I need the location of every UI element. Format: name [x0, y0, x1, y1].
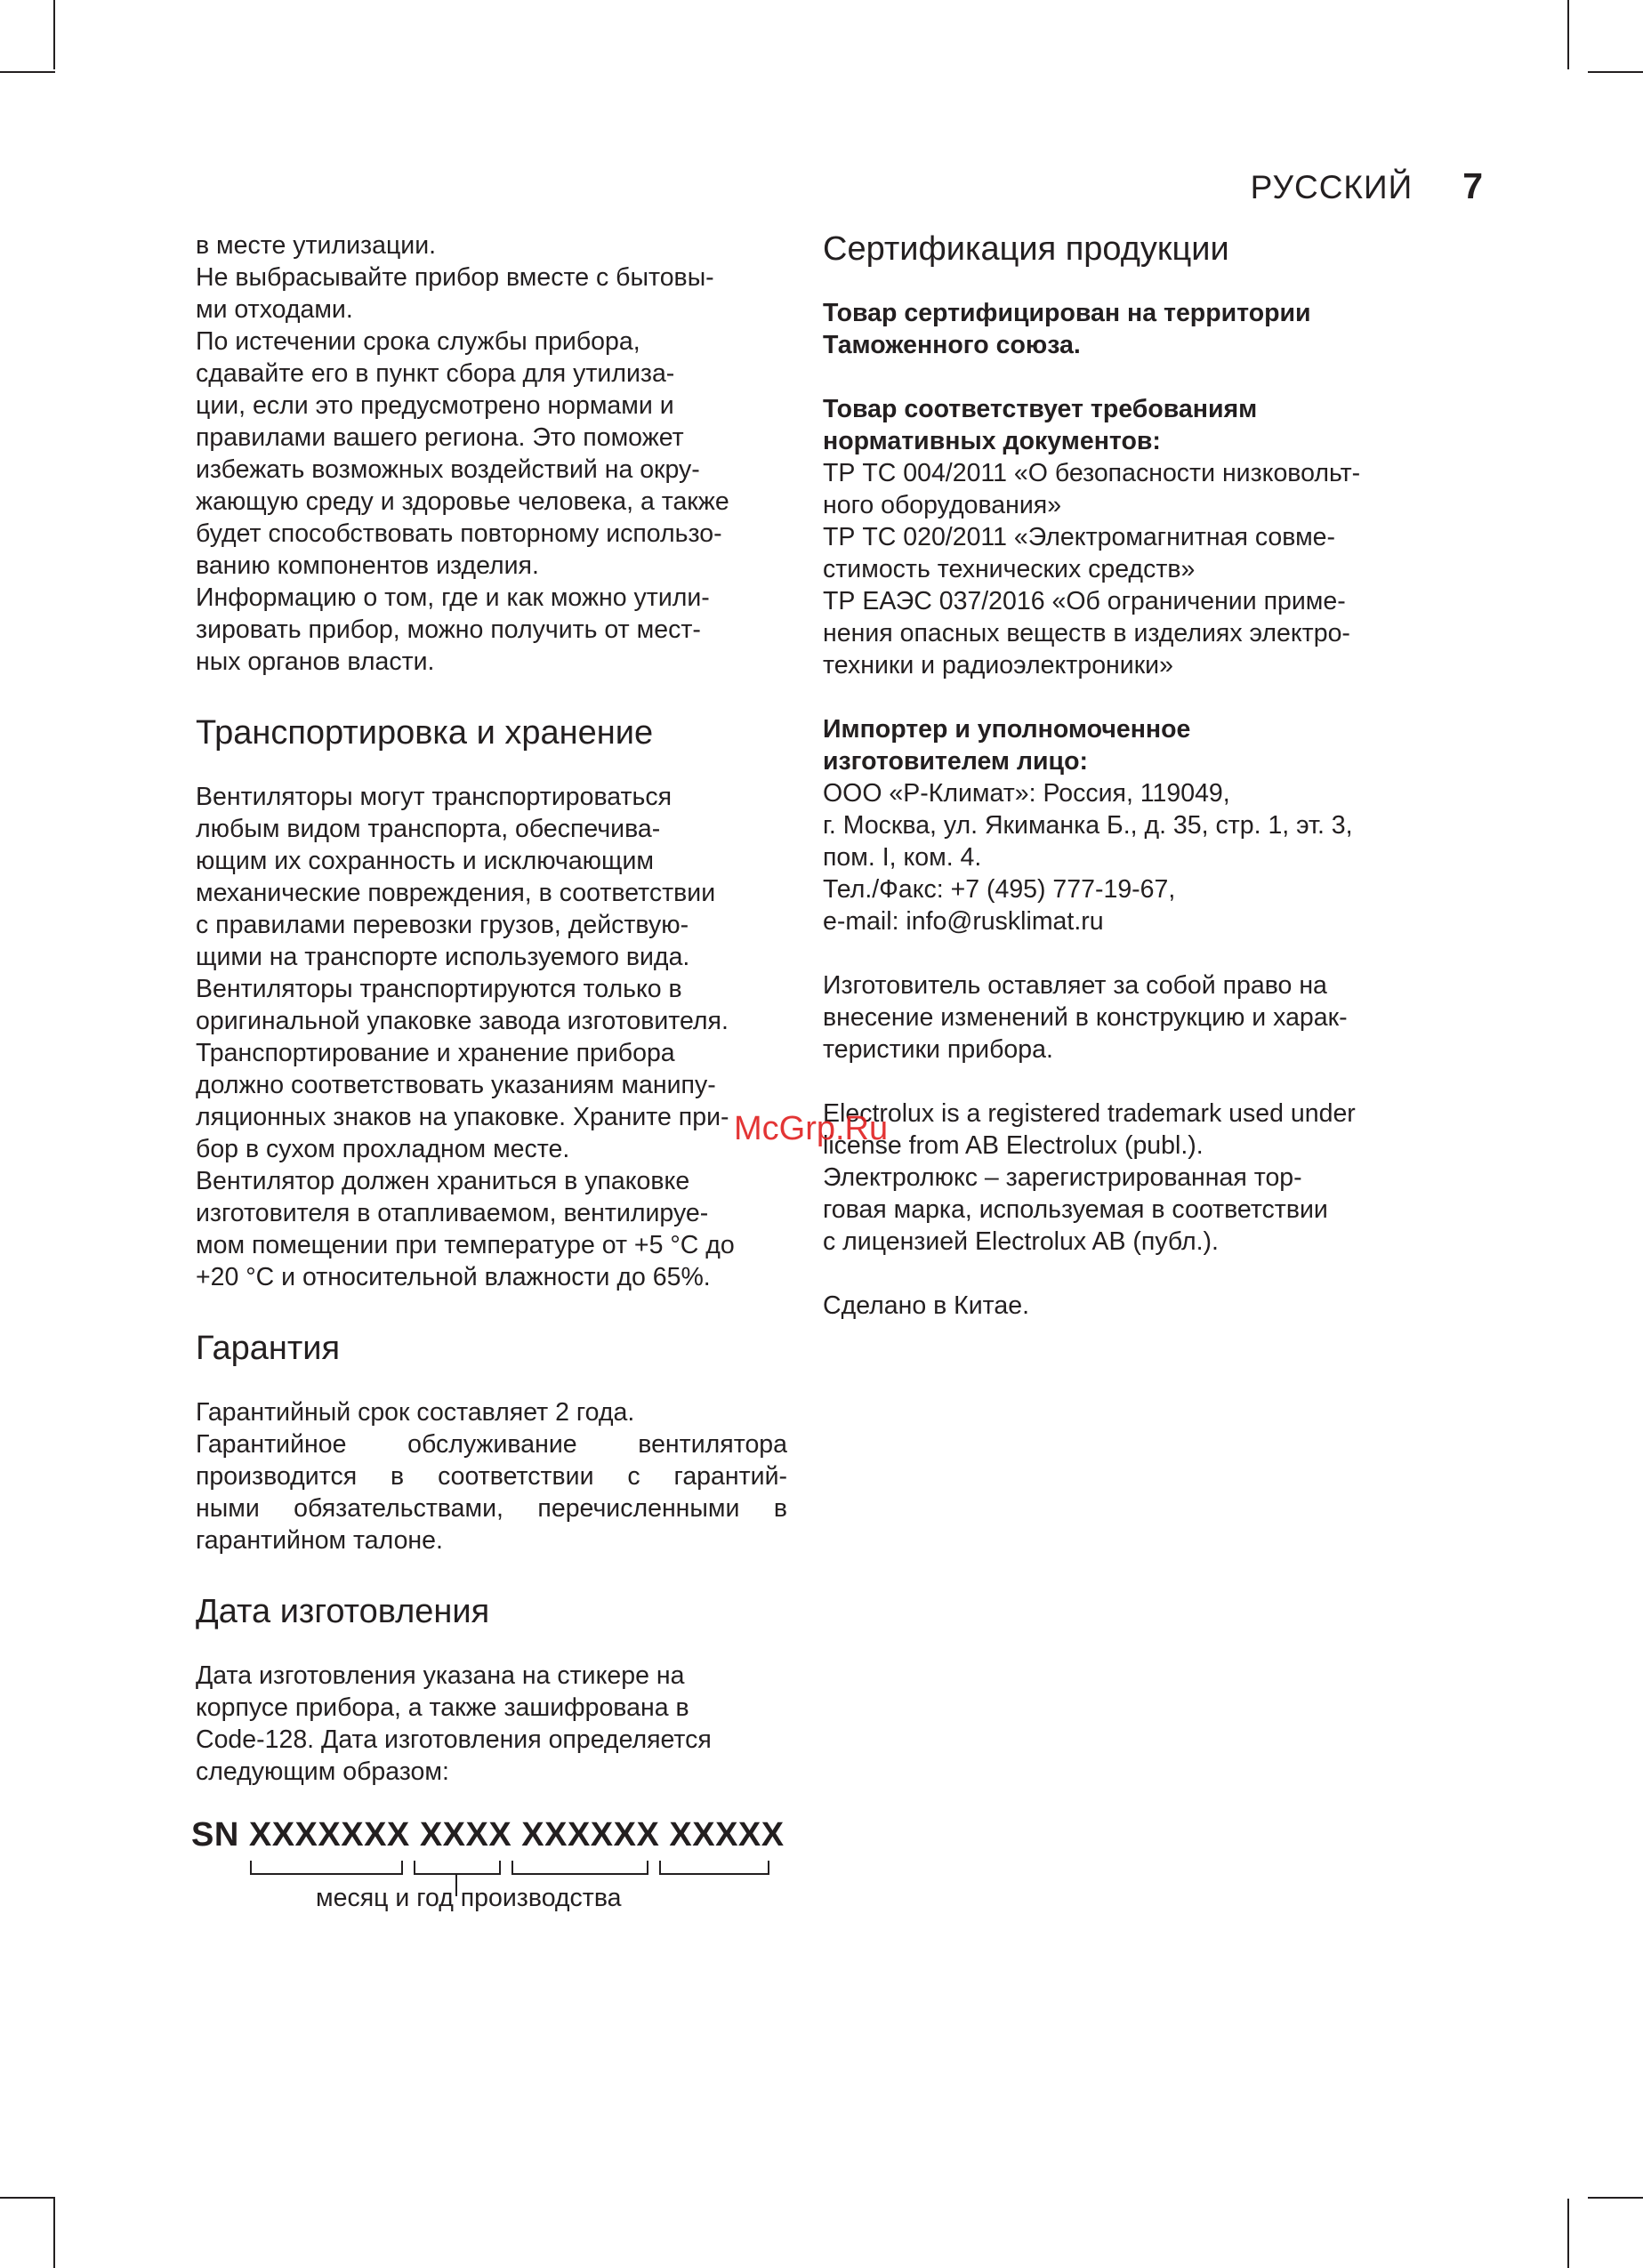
left-column — [196, 229, 787, 1788]
text-line: По истечении срока службы прибора, — [196, 327, 640, 356]
text-line: нормативных документов: — [823, 427, 1161, 455]
text-line: зировать прибор, можно получить от мест- — [196, 615, 701, 644]
warranty-text — [196, 1396, 787, 1556]
crop-mark — [1567, 2199, 1569, 2268]
disposal-text — [196, 229, 787, 678]
text-line: ванию компонентов изделия. — [196, 551, 539, 580]
text-line: говая марка, используемая в соответствии — [823, 1195, 1328, 1224]
right-column — [823, 229, 1437, 1322]
text-line: ными обязательствами, перечисленными в — [196, 1494, 787, 1523]
text-line: +20 °С и относительной влажности до 65%. — [196, 1263, 711, 1291]
bracket — [414, 1861, 501, 1875]
text-line: Таможенного союза. — [823, 331, 1081, 359]
text-line: производится в соответствии с гарантий- — [196, 1462, 787, 1491]
text-line: Вентилятор должен храниться в упаковке — [196, 1167, 690, 1195]
text-line: Тел./Факс: +7 (495) 777-19-67, — [823, 875, 1176, 904]
text-line: должно соответствовать указаниям манипу- — [196, 1071, 716, 1099]
text-line: с правилами перевозки грузов, действую- — [196, 911, 689, 939]
text-line: ного оборудования» — [823, 491, 1062, 519]
crop-mark — [1567, 0, 1569, 69]
transport-text — [196, 781, 787, 1293]
section-title-certification: Сертификация продукции — [823, 230, 1229, 268]
text-line: пом. I, ком. 4. — [823, 843, 982, 872]
text-line: гарантийном талоне. — [196, 1526, 443, 1555]
crop-mark — [1588, 2197, 1643, 2199]
section-title-transport: Транспортировка и хранение — [196, 714, 654, 752]
text-line: Информацию о том, где и как можно утили- — [196, 583, 710, 612]
text-line: ции, если это предусмотрено нормами и — [196, 391, 674, 420]
text-line: щими на транспорте используемого вида. — [196, 943, 690, 971]
section-title-warranty: Гарантия — [196, 1330, 341, 1367]
text-line: ТР ЕАЭС 037/2016 «Об ограничении приме- — [823, 587, 1346, 615]
text-line: Импортер и уполномоченное — [823, 715, 1191, 744]
bracket — [250, 1861, 403, 1875]
bracket — [511, 1861, 648, 1875]
text-line: ющим их сохранность и исключающим — [196, 847, 655, 875]
text-line: ООО «Р-Климат»: Россия, 119049, — [823, 779, 1230, 808]
text-line: будет способствовать повторному использо- — [196, 519, 722, 548]
text-line: Вентиляторы могут транспортироваться — [196, 783, 673, 811]
page-header — [1251, 165, 1483, 207]
text-line: e-mail: info@rusklimat.ru — [823, 907, 1104, 936]
text-line: в месте утилизации. — [196, 231, 437, 260]
page-number: 7 — [1462, 165, 1483, 206]
text-line: Дата изготовления указана на стикере на — [196, 1661, 685, 1690]
crop-mark — [0, 71, 55, 73]
regulatory-documents — [823, 393, 1437, 681]
text-line: оригинальной упаковке завода изготовителя. — [196, 1007, 729, 1035]
text-line: стимость технических средств» — [823, 555, 1196, 583]
text-line: ляционных знаков на упаковке. Храните при- — [196, 1103, 729, 1131]
text-line: механические повреждения, в соответствии — [196, 879, 716, 907]
serial-caption: месяц и год производства — [316, 1884, 622, 1912]
text-line: сдавайте его в пункт сбора для утилиза- — [196, 359, 675, 388]
text-line: ми отходами. — [196, 295, 353, 324]
text-line: мом помещении при температуре от +5 °С до — [196, 1231, 735, 1259]
text-line: корпусе прибора, а также зашифрована в — [196, 1693, 689, 1722]
manufacture-date-text — [196, 1660, 787, 1788]
text-line: внесение изменений в конструкцию и харак- — [823, 1003, 1348, 1032]
text-line: Гарантийный срок составляет 2 года. — [196, 1398, 635, 1427]
text-line: Electrolux is a registered trademark used under — [823, 1099, 1356, 1128]
text-line: Code-128. Дата изготовления определяется — [196, 1725, 712, 1754]
text-line: следующим образом: — [196, 1757, 449, 1786]
text-line: Транспортирование и хранение прибора — [196, 1039, 675, 1067]
serial-number-diagram — [191, 1816, 785, 1923]
importer-info — [823, 713, 1437, 937]
certification-statement — [823, 297, 1437, 361]
crop-mark — [53, 0, 55, 69]
crop-mark — [53, 2199, 55, 2268]
text-line: license from AB Electrolux (publ.). — [823, 1131, 1204, 1160]
text-line: ТР ТС 020/2011 «Электромагнитная совме- — [823, 523, 1335, 551]
crop-mark — [0, 2197, 55, 2199]
rights-notice — [823, 969, 1437, 1066]
text-line: Товар соответствует требованиям — [823, 395, 1258, 423]
trademark-notice — [823, 1098, 1437, 1258]
text-line: Гарантийное обслуживание вентилятора — [196, 1430, 787, 1459]
text-line: Электролюкс – зарегистрированная тор- — [823, 1163, 1302, 1192]
crop-mark — [1588, 71, 1643, 73]
bracket — [659, 1861, 769, 1875]
text-line: изготовителем лицо: — [823, 747, 1088, 776]
text-line: Не выбрасывайте прибор вместе с бытовы- — [196, 263, 714, 292]
text-line: изготовителя в отапливаемом, вентилируе- — [196, 1199, 709, 1227]
text-line: Вентиляторы транспортируются только в — [196, 975, 682, 1003]
text-line: ТР ТС 004/2011 «О безопасности низковольт- — [823, 459, 1361, 487]
text-line: ных органов власти. — [196, 647, 435, 676]
text-line: Изготовитель оставляет за собой право на — [823, 971, 1327, 1000]
text-line: Товар сертифицирован на территории — [823, 299, 1311, 327]
text-line: г. Москва, ул. Якиманка Б., д. 35, стр. 1, эт. 3, — [823, 811, 1353, 840]
text-line: жающую среду и здоровье человека, а также — [196, 487, 729, 516]
serial-number-template: SN XXXXXXX XXXX XXXXXX XXXXX — [191, 1816, 785, 1854]
made-in-text — [823, 1290, 1437, 1322]
watermark: McGrp.Ru — [734, 1110, 889, 1147]
text-line: избежать возможных воздействий на окру- — [196, 455, 700, 484]
text-line: нения опасных веществ в изделиях электро- — [823, 619, 1350, 647]
text-line: Сделано в Китае. — [823, 1291, 1030, 1320]
text-line: бор в сухом прохладном месте. — [196, 1135, 570, 1163]
text-line: правилами вашего региона. Это поможет — [196, 423, 684, 452]
text-line: техники и радиоэлектроники» — [823, 651, 1173, 680]
text-line: любым видом транспорта, обеспечива- — [196, 815, 661, 843]
text-line: с лицензией Electrolux AB (публ.). — [823, 1227, 1219, 1256]
section-title-manufacture-date: Дата изготовления — [196, 1593, 490, 1630]
language-label: РУССКИЙ — [1250, 169, 1413, 205]
text-line: теристики прибора. — [823, 1035, 1053, 1064]
